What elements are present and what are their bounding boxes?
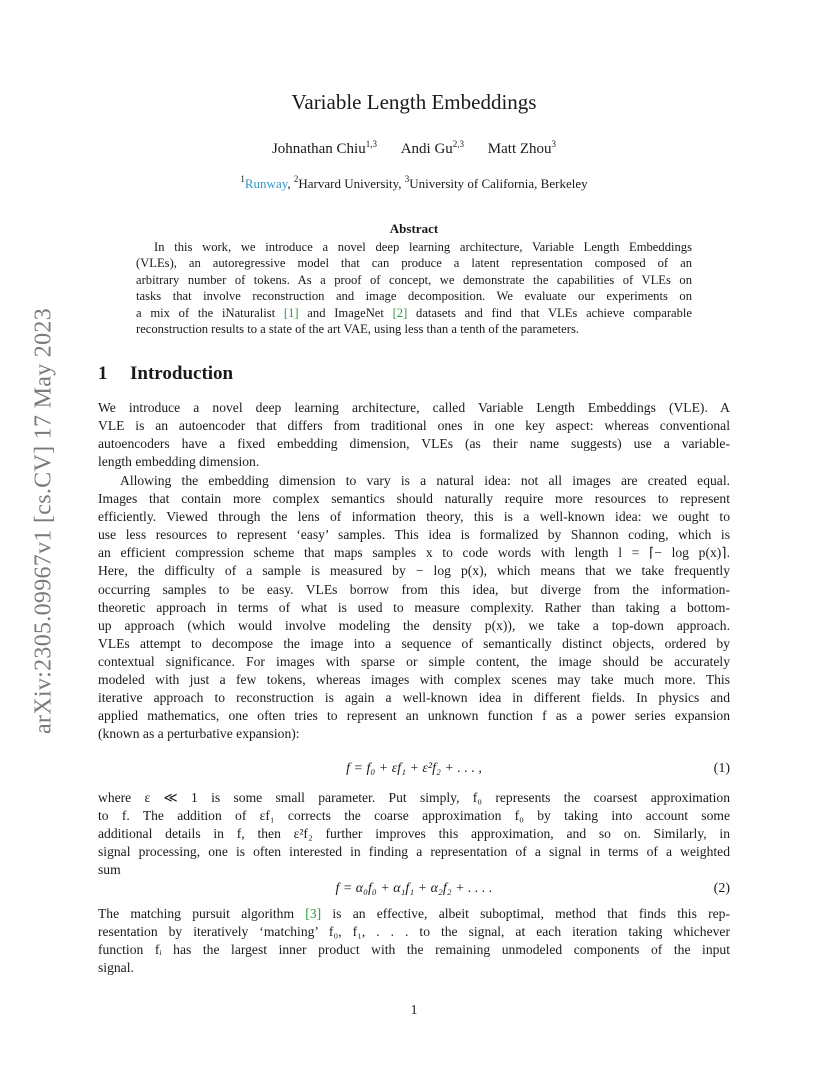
text-line: Allowing the embedding dimension to vary is a natural idea: not all images are created equal.	[120, 473, 730, 488]
text-line: VLE is an autoencoder that differs from traditional ones in one key aspect: whereas conventional	[98, 418, 730, 434]
text-line: iterative approach to reconstruction is again a well-known idea in different fields. In physics and	[98, 690, 730, 706]
text-line: function fᵢ has the largest inner product with the remaining unmodeled components of the input	[98, 942, 730, 958]
text-line: modeled with just a few tokens, whereas images with complex scenes may take much more. This	[98, 672, 730, 688]
abstract-heading: Abstract	[389, 221, 439, 236]
section-heading	[98, 363, 233, 385]
text-line: resentation by iteratively ‘matching’ f₀, f₁, . . . to the signal, at each iteration taking whichever	[98, 924, 730, 940]
text-line: We introduce a novel deep learning architecture, called Variable Length Embeddings (VLE). A	[98, 400, 730, 415]
abstract-line: reconstruction results to a state of the art VAE, using less than a tenth of the parameters.	[136, 322, 579, 337]
text-line: up approach (which would involve modeling the density p(x)), we take a top-down approach.	[98, 617, 730, 633]
text-line: autoencoders have a fixed embedding dimension, VLEs (as their name suggests) use a variable-	[98, 436, 730, 452]
abstract-line: In this work, we introduce a novel deep learning architecture, Variable Length Embeddings	[154, 240, 692, 254]
abstract-line: arbitrary number of tokens. As a proof of concept, we demonstrate the capabilities of VLEs on	[136, 272, 692, 287]
paper-title: Variable Length Embeddings	[291, 90, 537, 114]
text-line: VLEs attempt to decompose the image into a sequence of semantically distinct objects, ordered by	[98, 635, 730, 651]
abstract-line: a mix of the iNaturalist [1] and ImageNet [2] datasets and find that VLEs achieve comparable	[136, 305, 692, 320]
text-line: to f. The addition of εf₁ corrects the coarse approximation f₀ by taking into account some	[98, 808, 730, 824]
text-line: where ε ≪ 1 is some small parameter. Put simply, f₀ represents the coarsest approximation	[98, 790, 730, 805]
equation-number: (1)	[713, 761, 730, 776]
author-3: Matt Zhou$^3$	[487, 139, 557, 157]
author-2: Andi Gu$^{2,3}$	[400, 139, 465, 157]
paragraph-1	[98, 399, 730, 471]
affiliation-link-runway[interactable]: Runway	[244, 176, 288, 191]
affiliations: $^1$Runway, $^2$Harvard University, $^3$University of California, Berkeley	[240, 174, 588, 191]
equation-number: (2)	[713, 881, 730, 896]
text-line: signal processing, one is often interested in finding a representation of a signal in terms of a weighted	[98, 844, 730, 860]
text-line: occurring samples to be easy. VLEs borrow from this idea, but diverge from the information-	[98, 581, 730, 597]
paragraph-2	[98, 472, 730, 743]
page-number: 1	[410, 1002, 418, 1017]
abstract-body	[136, 239, 692, 337]
text-line: Images that contain more complex semantics should naturally require more resources to represent	[98, 491, 730, 507]
equation-expression: f = α₀f₀ + α₁f₁ + α₂f₂ + . . . .	[335, 881, 493, 896]
text-line: The matching pursuit algorithm [3] is an effective, albeit suboptimal, method that finds this rep-	[98, 906, 731, 921]
citation-link-1[interactable]: [1]	[283, 305, 299, 320]
text-line: applied mathematics, one often tries to represent an unknown function f as a power series expansion	[98, 708, 730, 724]
affiliation-berkeley: University of California, Berkeley	[409, 176, 588, 191]
text-line: Here, the difficulty of a sample is measured by − log p(x), which means that we take frequently	[98, 563, 730, 579]
abstract-line: tasks that involve reconstruction and image decomposition. We evaluate our experiments on	[136, 289, 692, 304]
equation-2	[98, 881, 730, 901]
equation-expression: f = f₀ + εf₁ + ε²f₂ + . . . ,	[346, 761, 482, 776]
section-number: 1	[98, 363, 108, 384]
text-line: (known as a perturbative expansion):	[98, 726, 300, 742]
text-line: theoretic approach in terms of what is used to measure complexity. Rather than taking a bottom-	[98, 599, 730, 615]
section-title: Introduction	[130, 363, 234, 384]
citation-link-2[interactable]: [2]	[392, 305, 408, 320]
author-list	[0, 141, 828, 158]
text-line: contextual significance. For images with sparse or simple content, the image should be accurately	[98, 653, 730, 669]
author-1: Johnathan Chiu$^{1,3}$	[271, 139, 377, 157]
text-line: use less resources to represent ‘easy’ samples. This idea is formalized by Shannon coding, which is	[98, 527, 730, 543]
text-line: efficiently. Viewed through the lens of information theory, this is a well-known idea: we ought to	[98, 509, 730, 525]
arxiv-stamp-text: arXiv:2305.09967v1 [cs.CV] 17 May 2023	[30, 307, 57, 735]
affiliation-harvard: Harvard University	[298, 176, 399, 191]
text-line: signal.	[98, 960, 134, 976]
text-line: sum	[98, 862, 121, 878]
text-line: an efficient compression scheme that maps samples x to code words with length l = ⌈− log p(x)⌉.	[98, 545, 730, 561]
equation-1	[98, 761, 730, 781]
arxiv-identifier	[22, 276, 66, 766]
abstract-line: (VLEs), an autoregressive model that can produce a latent representation composed of an	[136, 256, 692, 271]
citation-link-3[interactable]: [3]	[305, 906, 322, 921]
text-line: additional details in f, then ε²f₂ further improves this approximation, and so on. Similarly, in	[98, 826, 730, 842]
paragraph-4	[98, 905, 730, 977]
text-line: length embedding dimension.	[98, 454, 260, 470]
paragraph-3	[98, 789, 730, 879]
